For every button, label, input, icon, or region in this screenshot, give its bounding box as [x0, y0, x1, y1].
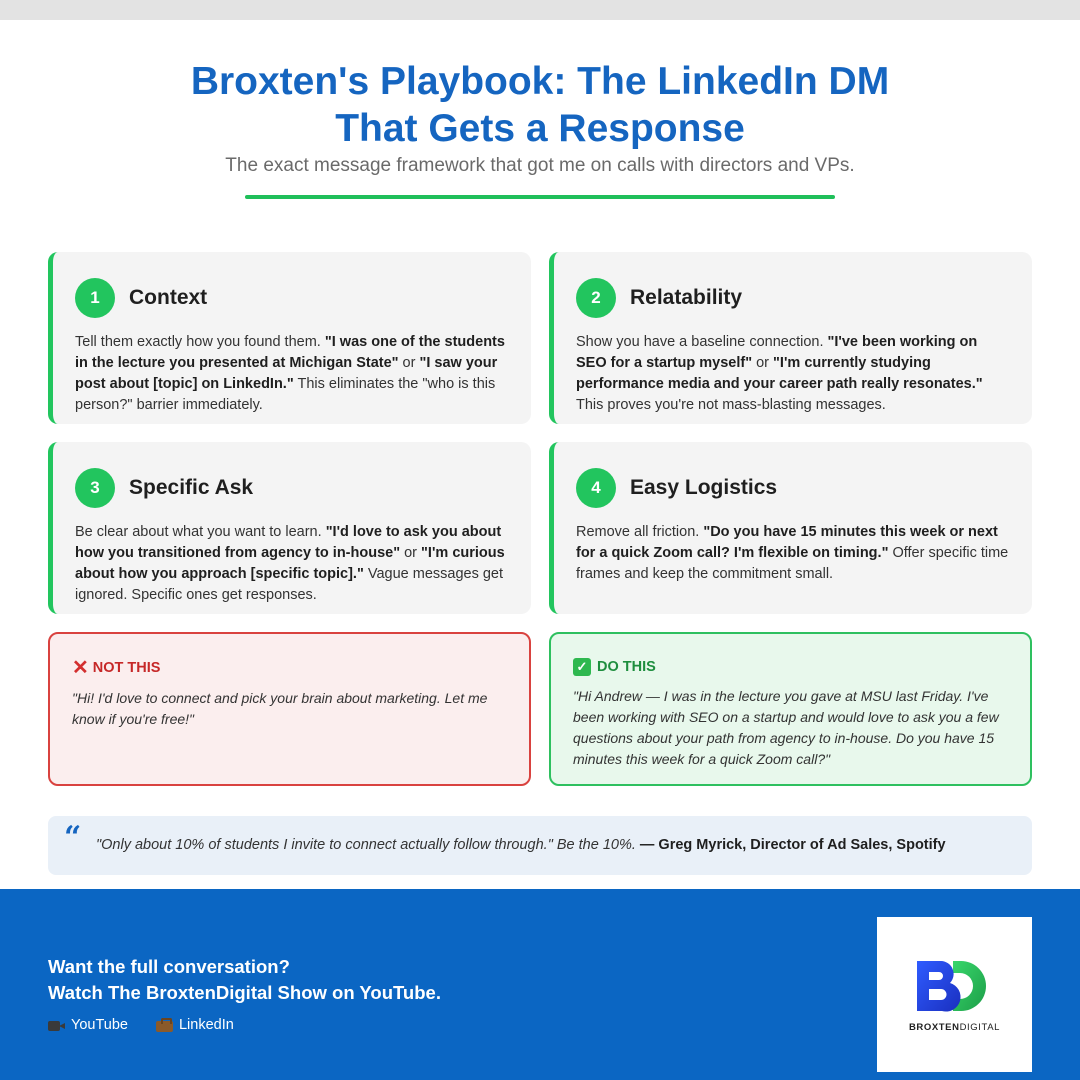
- linkedin-link[interactable]: LinkedIn: [156, 1017, 234, 1033]
- do-this-label: DO THIS: [597, 659, 656, 675]
- cross-mark-icon: ✕: [72, 657, 89, 679]
- cta-line-1: Want the full conversation?: [48, 956, 290, 977]
- step-title: Relatability: [630, 286, 743, 309]
- page-subtitle: The exact message framework that got me on calls with directors and VPs.: [225, 155, 855, 176]
- do-this-message: "Hi Andrew — I was in the lecture you gave at MSU last Friday. I've been working with SEO on a startup and would love to ask you a few questions about your path from agency to in-house. Do you have 15 minutes this week for a quick Zoom call?": [573, 688, 999, 767]
- step-number-badge: 4: [576, 468, 616, 508]
- not-this-label: NOT THIS: [92, 660, 161, 676]
- video-camera-icon: [48, 1018, 65, 1032]
- quote-attribution: — Greg Myrick, Director of Ad Sales, Spotify: [635, 837, 946, 853]
- step-number-badge: 3: [75, 468, 115, 508]
- footer-cta: [48, 954, 441, 1006]
- testimonial-quote: [48, 816, 1032, 875]
- brand-logo: [877, 917, 1032, 1072]
- step-description: Remove all friction. "Do you have 15 minutes this week or next for a quick Zoom call? I'm flexible on timing." Offer specific time frames and keep the commitment small.: [576, 524, 1009, 582]
- step-title: Specific Ask: [129, 476, 254, 499]
- step-title: Easy Logistics: [630, 476, 778, 499]
- top-bar: [0, 0, 1080, 20]
- briefcase-icon: [156, 1018, 173, 1032]
- step-title: Context: [129, 286, 208, 309]
- step-card-context: [48, 252, 531, 424]
- not-this-example: [48, 632, 531, 786]
- do-this-example: [549, 632, 1032, 786]
- footer: [0, 889, 1080, 1080]
- title-line-1: Broxten's Playbook: The LinkedIn DM: [190, 60, 890, 103]
- title-divider: [245, 195, 835, 199]
- bd-monogram-logo: [913, 955, 997, 1017]
- footer-links: [48, 1017, 234, 1033]
- quote-mark-icon: “: [64, 820, 82, 855]
- step-number-badge: 1: [75, 278, 115, 318]
- step-card-relatability: [549, 252, 1032, 424]
- step-description: Be clear about what you want to learn. "I'd love to ask you about how you transitioned from agency to in-house" or "I'm curious about how you approach [specific topic]." Vague messages get ignored. Specific ones get responses.: [75, 524, 505, 603]
- step-number-badge: 2: [576, 278, 616, 318]
- youtube-link[interactable]: YouTube: [48, 1017, 128, 1033]
- step-description: Show you have a baseline connection. "I've been working on SEO for a startup myself" or "I'm currently studying performance media and your career path really resonates." This proves you're not mass-blasting messages.: [576, 334, 983, 413]
- step-card-specific-ask: [48, 442, 531, 614]
- logo-wordmark: BROXTENDIGITAL: [908, 1022, 1001, 1033]
- step-card-easy-logistics: [549, 442, 1032, 614]
- step-description: Tell them exactly how you found them. "I was one of the students in the lecture you presented at Michigan State" or "I saw your post about [topic] on LinkedIn." This eliminates the "who is this person?" barrier immediately.: [75, 334, 505, 413]
- cta-line-2: Watch The BroxtenDigital Show on YouTube.: [48, 982, 441, 1003]
- not-this-message: "Hi! I'd love to connect and pick your brain about marketing. Let me know if you're free!": [72, 690, 488, 727]
- page-title: [0, 58, 1080, 152]
- check-mark-icon: ✓: [573, 658, 591, 676]
- quote-text: "Only about 10% of students I invite to connect actually follow through." Be the 10%. — Greg Myrick, Director of Ad Sales, Spotify: [96, 837, 946, 853]
- title-line-2: That Gets a Response: [335, 107, 745, 150]
